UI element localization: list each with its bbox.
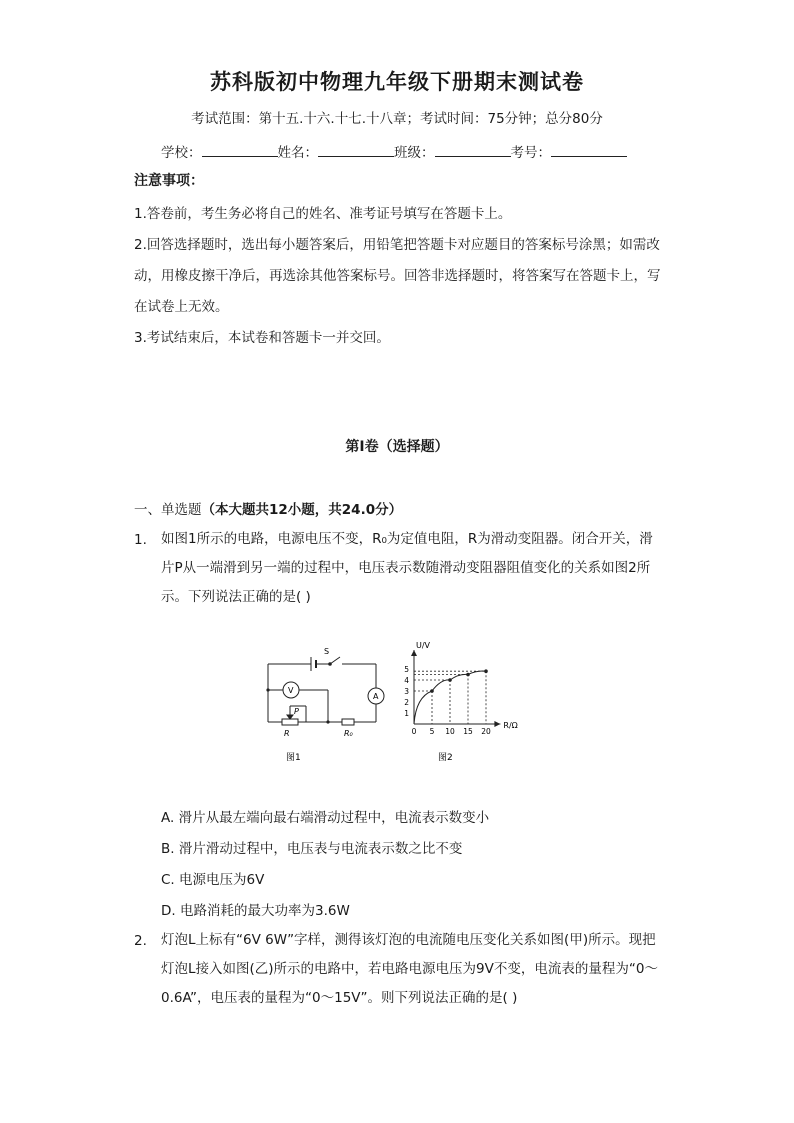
y-tick-label: 2 (404, 698, 409, 707)
school-blank[interactable] (202, 142, 278, 157)
notice-heading: 注意事项： (134, 173, 204, 189)
voltage-resistance-chart (404, 641, 518, 736)
question-1-option-d[interactable]: D. 电路消耗的最大功率为3.6W (161, 903, 350, 919)
student-info-line (161, 141, 627, 161)
question-1-figures (258, 624, 538, 774)
question-2-text: 灯泡L上标有“6V 6W”字样，测得该灯泡的电流随电压变化关系如图(甲)所示。现把灯泡L接入如图(乙)所示的电路中，若电路电源电压为9V不变，电流表的量程为“0～0.6A”，电压表的量程为“0～15V”。则下列说法正确的是( ) (161, 932, 658, 1006)
x-axis-arrow (494, 721, 500, 727)
exam-subtitle: 考试范围：第十五.十六.十七.十八章；考试时间：75分钟；总分80分 (191, 111, 603, 127)
y-axis-label: U/V (416, 641, 431, 650)
question-2-number: 2. (134, 933, 147, 949)
question-1-text: 如图1所示的电路，电源电压不变，R₀为定值电阻，R为滑动变阻器。闭合开关，滑片P从一端滑到另一端的过程中，电压表示数随滑动变阻器阻值变化的关系如图2所示。下列说法正确的是( ) (161, 531, 653, 605)
fixed-resistor-icon (342, 719, 354, 725)
data-point (448, 678, 452, 682)
y-tick-label: 5 (404, 665, 409, 674)
notice-item-2: 2.回答选择题时，选出每小题答案后，用铅笔把答题卡对应题目的答案标号涂黑；如需改动，用橡皮擦干净后，再选涂其他答案标号。回答非选择题时，将答案写在答题卡上，写在试卷上无效。 (134, 237, 661, 315)
slider-label: P (294, 707, 299, 716)
x-axis-label: R/Ω (503, 721, 518, 730)
y-tick-label: 1 (404, 709, 409, 718)
part-detail: （本大题共12小题，共24.0分） (201, 502, 403, 518)
voltmeter-label: V (288, 686, 294, 695)
class-blank[interactable] (435, 142, 511, 157)
question-1-option-b[interactable]: B. 滑片滑动过程中，电压表与电流表示数之比不变 (161, 841, 463, 857)
switch-label: S (324, 647, 330, 656)
x-tick-label: 15 (463, 727, 473, 736)
class-label: 班级： (394, 145, 435, 161)
name-label: 姓名： (277, 145, 318, 161)
figure1-caption: 图1 (286, 753, 301, 763)
data-point (484, 669, 488, 673)
notice-item-3: 3.考试结束后，本试卷和答题卡一并交回。 (134, 330, 390, 346)
data-point (430, 689, 434, 693)
notice-item-1: 1.答卷前，考生务必将自己的姓名、准考证号填写在答题卡上。 (134, 206, 512, 222)
circuit-diagram (258, 624, 538, 774)
question-1-option-c[interactable]: C. 电源电压为6V (161, 872, 265, 888)
exam-number-label: 考号： (510, 145, 551, 161)
fixed-resistor-label: R₀ (344, 729, 353, 738)
x-tick-label: 0 (411, 727, 417, 736)
section-title: 第I卷（选择题） (345, 439, 449, 455)
question-1-number: 1. (134, 532, 147, 548)
part-label: 一、单选题 (134, 502, 202, 518)
x-tick-label: 10 (445, 727, 455, 736)
ammeter-label: A (373, 692, 379, 701)
school-label: 学校： (161, 145, 202, 161)
exam-title: 苏科版初中物理九年级下册期末测试卷 (210, 69, 584, 94)
figure2-caption: 图2 (438, 753, 453, 763)
exam-number-blank[interactable] (551, 142, 627, 157)
y-tick-label: 3 (404, 687, 409, 696)
question-1-option-a[interactable]: A. 滑片从最左端向最右端滑动过程中，电流表示数变小 (161, 810, 490, 826)
y-tick-label: 4 (404, 676, 409, 685)
rheostat-label: R (284, 729, 290, 738)
y-axis-arrow (411, 650, 417, 656)
x-tick-label: 5 (429, 727, 435, 736)
rheostat-icon (282, 719, 298, 725)
part-title (134, 498, 402, 518)
data-point (466, 673, 470, 677)
name-blank[interactable] (318, 142, 394, 157)
x-tick-label: 20 (481, 727, 491, 736)
